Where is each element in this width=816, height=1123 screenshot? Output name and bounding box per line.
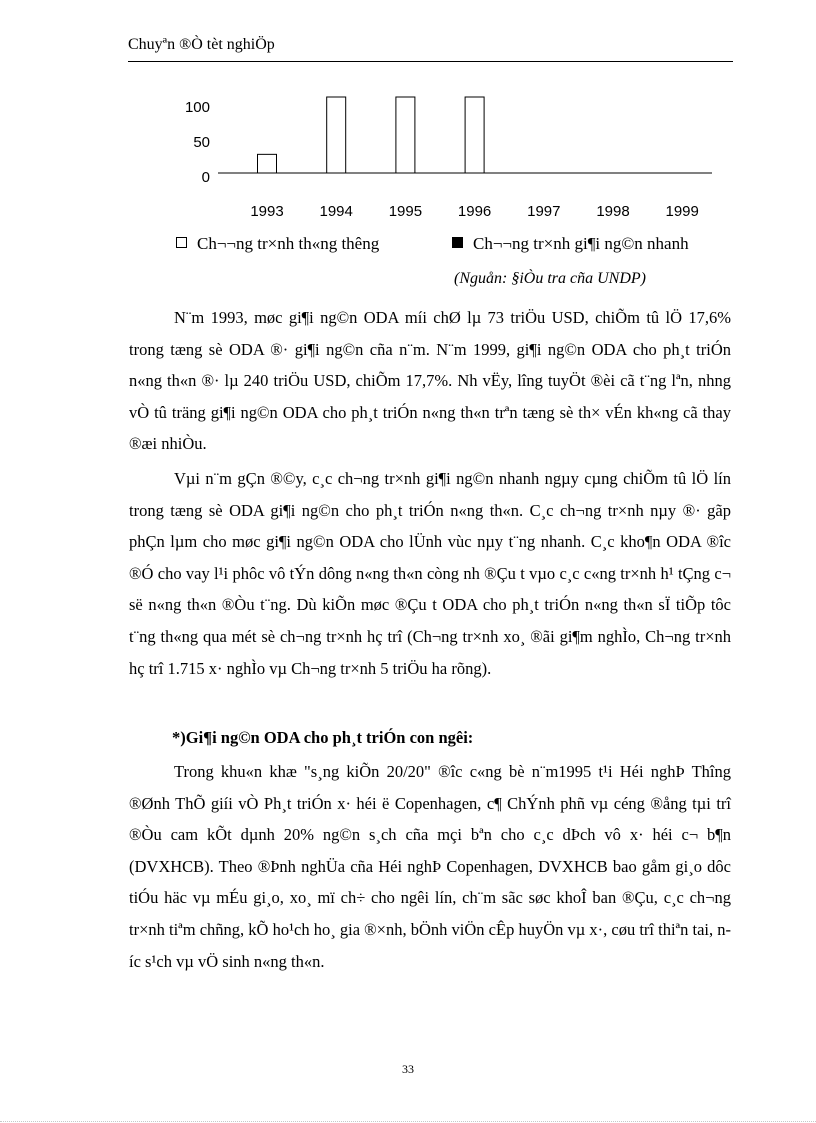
legend-box-filled-icon xyxy=(452,237,463,248)
paragraph-3: Trong khu«n khæ "s¸ng kiÕn 20/20" ®îc c«ng bè n¨m1995 t¹i Héi nghÞ Thîng ®Ønh ThÕ giíi vÒ Ph¸t triÓn x· héi ë Copenhagen, c¶ ChÝnh phñ vµ céng ®ång tµi trî ®Òu cam kÕt dµnh 20% ng©n s¸ch cña mçi bªn cho c¸c dÞch vô x· héi c¬ b¶n (DVXHCB). Theo ®Þnh nghÜa cña Héi nghÞ Copenhagen, DVXHCB bao gåm gi¸o dôc tiÓu häc vµ mÉu gi¸o, xo¸ mï ch÷ cho ngêi lín, ch¨m sãc søc khoÎ ban ®Çu, c¸c ch¬ng tr×nh tiªm chñng, kÕ ho¹ch ho¸ gia ®×nh, bÖnh viÖn cÊp huyÖn vµ x·, cøu trî thiªn tai, níc s¹ch vµ vÖ sinh n«ng th«n. xyxy=(129,762,731,971)
x-axis-ticks xyxy=(250,203,699,220)
y-tick-label: 50 xyxy=(193,134,210,151)
page-header-title: Chuyªn ®Ò tèt nghiÖp xyxy=(128,36,275,53)
y-axis-ticks xyxy=(185,99,210,186)
legend-label-fast: Ch¬¬ng tr×nh gi¶i ng©n nhanh xyxy=(473,234,689,253)
page-bottom-rule xyxy=(0,1121,816,1122)
legend-item-normal xyxy=(176,234,379,254)
bars xyxy=(258,97,485,173)
legend-label-normal: Ch¬¬ng tr×nh th«ng thêng xyxy=(197,234,380,253)
paragraph-1: N¨m 1993, møc gi¶i ng©n ODA míi chØ lµ 73 triÖu USD, chiÕm tû lÖ 17,6% trong tæng sè ODA ®· gi¶i ng©n cña n¨m. N¨m 1999, gi¶i ng©n ODA cho ph¸t triÓn n«ng th«n ®· lµ 240 triÖu USD, chiÕm 17,7%. Nh vËy, lîng tuyÖt ®èi cã t¨ng lªn, nhng vÒ tû träng gi¶i ng©n ODA cho ph¸t triÓn n«ng th«n trªn tæng sè th× vÉn kh«ng cã thay ®æi nhiÒu. xyxy=(129,308,731,454)
legend-box-empty-icon xyxy=(176,237,187,248)
x-tick-label: 1998 xyxy=(596,203,630,220)
page-number: 33 xyxy=(402,1062,414,1076)
y-tick-label: 100 xyxy=(184,99,210,116)
bar-1994 xyxy=(327,97,346,173)
section-heading: *)Gi¶i ng©n ODA cho ph¸t triÓn con ngêi: xyxy=(172,728,474,747)
y-tick-label: 0 xyxy=(201,169,210,186)
x-tick-label: 1997 xyxy=(527,203,561,220)
x-tick-label: 1996 xyxy=(457,203,492,220)
x-tick-label: 1995 xyxy=(388,203,423,220)
legend-item-fast xyxy=(452,234,689,254)
bar-1996 xyxy=(465,97,484,173)
bar-chart xyxy=(0,0,816,300)
paragraph-2: Vµi n¨m gÇn ®©y, c¸c ch¬ng tr×nh gi¶i ng©n nhanh ngµy cµng chiÕm tû lÖ lín trong tæng sè ODA gi¶i ng©n cho ph¸t triÓn n«ng th«n. C¸c ch¬ng tr×nh nµy ®· gãp phÇn lµm cho møc gi¶i ng©n ODA cho lÜnh vùc nµy t¨ng nhanh. C¸c kho¶n ODA ®îc ®Ó cho vay l¹i phôc vô tÝn dông n«ng th«n còng nh ®Çu t vµo c¸c c«ng tr×nh h¹ tÇng c¬ së n«ng th«n ®Òu t¨ng. Dù kiÕn møc ®Çu t ODA cho ph¸t triÓn n«ng th«n sÏ tiÕp tôc t¨ng th«ng qua mét sè ch¬ng tr×nh hç trî (Ch¬ng tr×nh xo¸ ®ãi gi¶m nghÌo, Ch¬ng tr×nh hç trî 1.715 x· nghÌo vµ Ch¬ng tr×nh 5 triÖu ha rõng). xyxy=(129,469,731,678)
bar-1995 xyxy=(396,97,415,173)
x-tick-label: 1993 xyxy=(250,203,284,220)
x-tick-label: 1994 xyxy=(319,203,353,220)
source-note: (Nguån: §iÒu tra cña UNDP) xyxy=(454,270,646,287)
bar-1993 xyxy=(258,154,277,173)
x-tick-label: 1999 xyxy=(665,203,699,220)
